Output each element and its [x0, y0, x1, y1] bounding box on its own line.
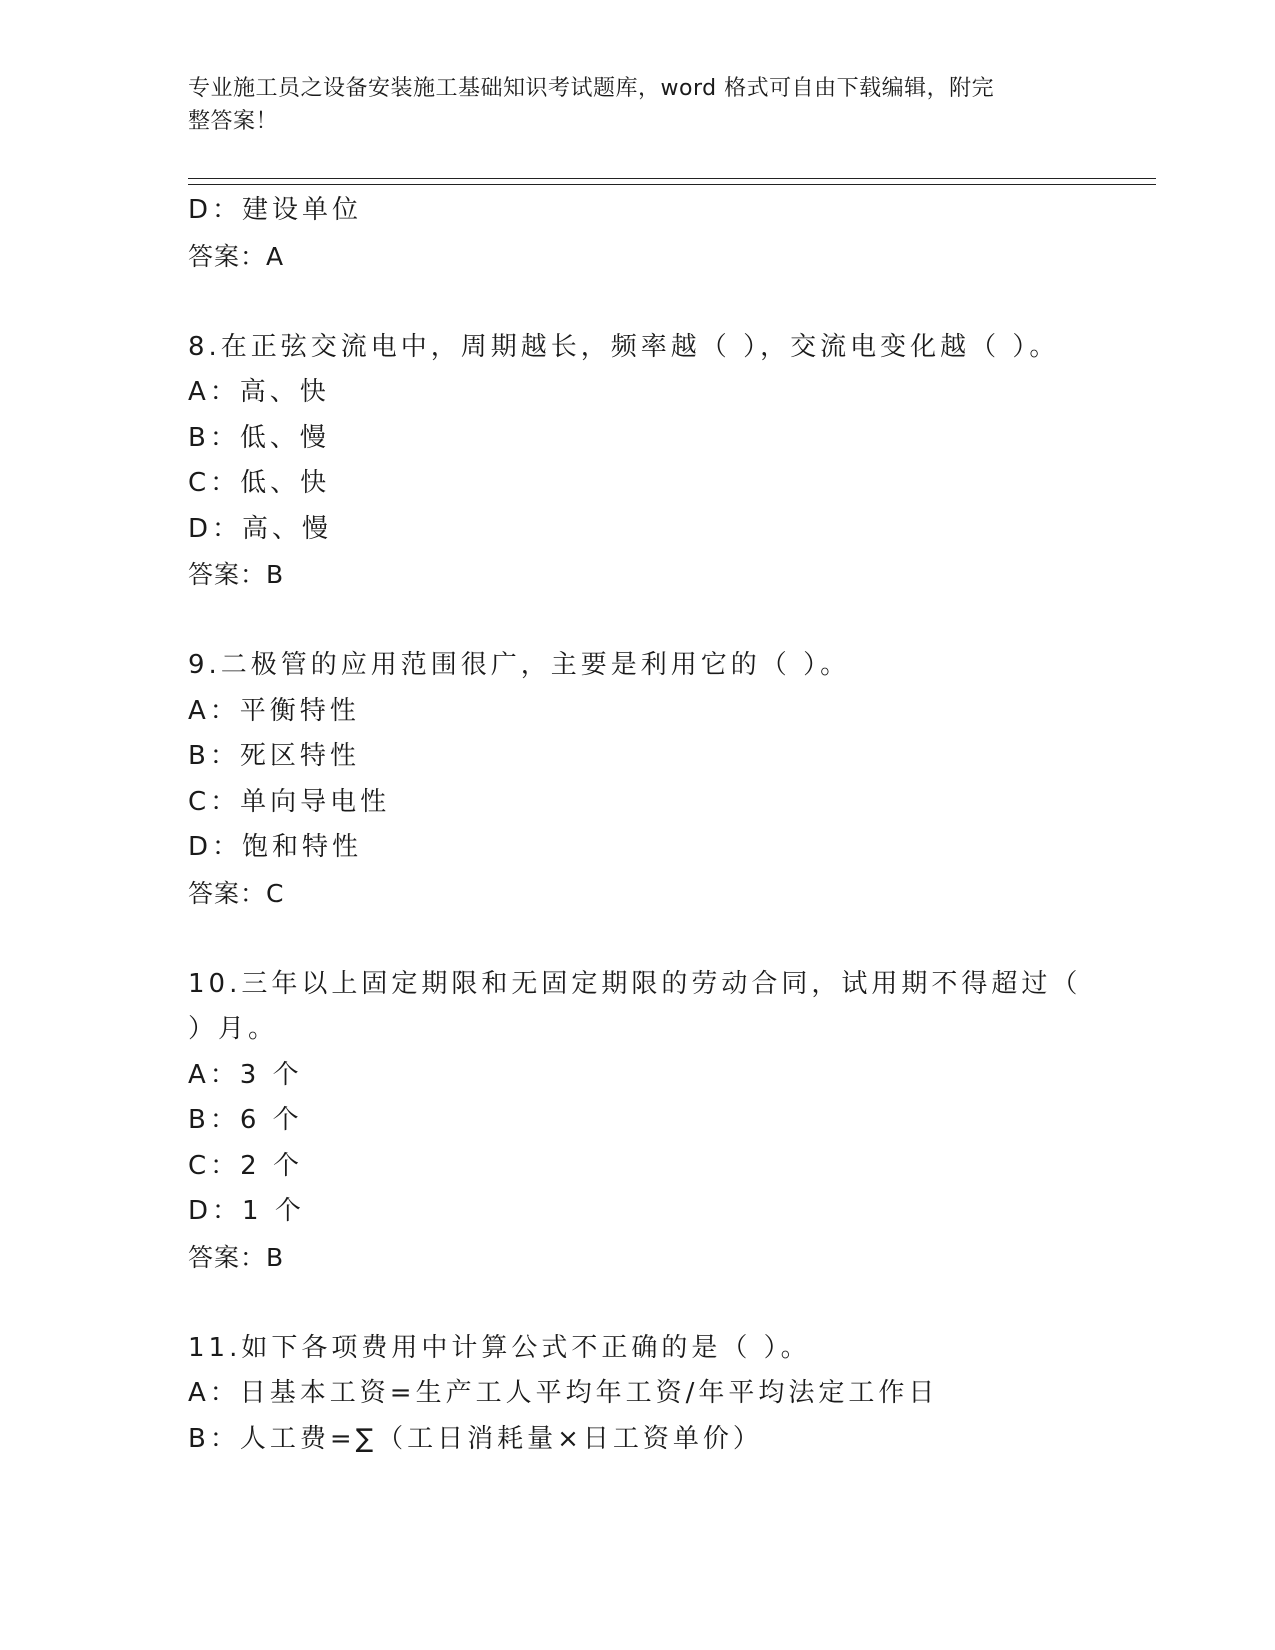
question-9-option-c: C：单向导电性 [188, 786, 391, 817]
header-divider-top [188, 178, 1156, 179]
header-line-1: 专业施工员之设备安装施工基础知识考试题库，word 格式可自由下载编辑，附完 [188, 76, 995, 101]
document-header [188, 72, 1088, 138]
question-8-option-c: C：低、快 [188, 468, 331, 498]
question-9-text: 9.二极管的应用范围很广，主要是利用它的（ ）。 [188, 650, 851, 680]
header-divider-bottom [188, 184, 1156, 185]
question-9-option-b: B：死区特性 [188, 741, 360, 771]
question-8-text: 8.在正弦交流电中，周期越长，频率越（ ），交流电变化越（ ）。 [188, 331, 1060, 362]
question-9-option-d: D：饱和特性 [188, 832, 363, 862]
question-11-option-a: A：日基本工资=生产工人平均年工资/年平均法定工作日 [188, 1378, 939, 1408]
question-11-option-b: B：人工费=∑（工日消耗量×日工资单价） [188, 1423, 763, 1454]
question-8-answer: 答案：B [188, 560, 285, 589]
prev-answer: 答案：A [188, 241, 285, 271]
question-10-text-line-2: ）月。 [188, 1014, 279, 1044]
question-10-text-line-1: 10.三年以上固定期限和无固定期限的劳动合同，试用期不得超过（ [188, 968, 1082, 999]
question-9-option-a: A：平衡特性 [188, 695, 360, 726]
spacer [188, 598, 1148, 644]
question-8-option-b: B：低、慢 [188, 422, 330, 453]
spacer [188, 916, 1148, 962]
question-10-option-b: B：6 个 [188, 1105, 303, 1135]
question-10-option-d: D：1 个 [188, 1196, 305, 1226]
question-9-answer: 答案：C [188, 878, 285, 908]
header-line-2: 整答案！ [188, 109, 279, 134]
spacer [188, 279, 1148, 325]
question-list [188, 188, 1148, 1462]
question-10-option-c: C：2 个 [188, 1150, 303, 1181]
question-10-option-a: A：3 个 [188, 1059, 303, 1090]
spacer [188, 1280, 1148, 1326]
question-10-answer: 答案：B [188, 1242, 285, 1272]
question-11-text: 11.如下各项费用中计算公式不正确的是（ ）。 [188, 1332, 811, 1363]
prev-option-d: D：建设单位 [188, 195, 363, 225]
question-8-option-a: A：高、快 [188, 377, 330, 407]
question-8-option-d: D：高、慢 [188, 513, 333, 544]
